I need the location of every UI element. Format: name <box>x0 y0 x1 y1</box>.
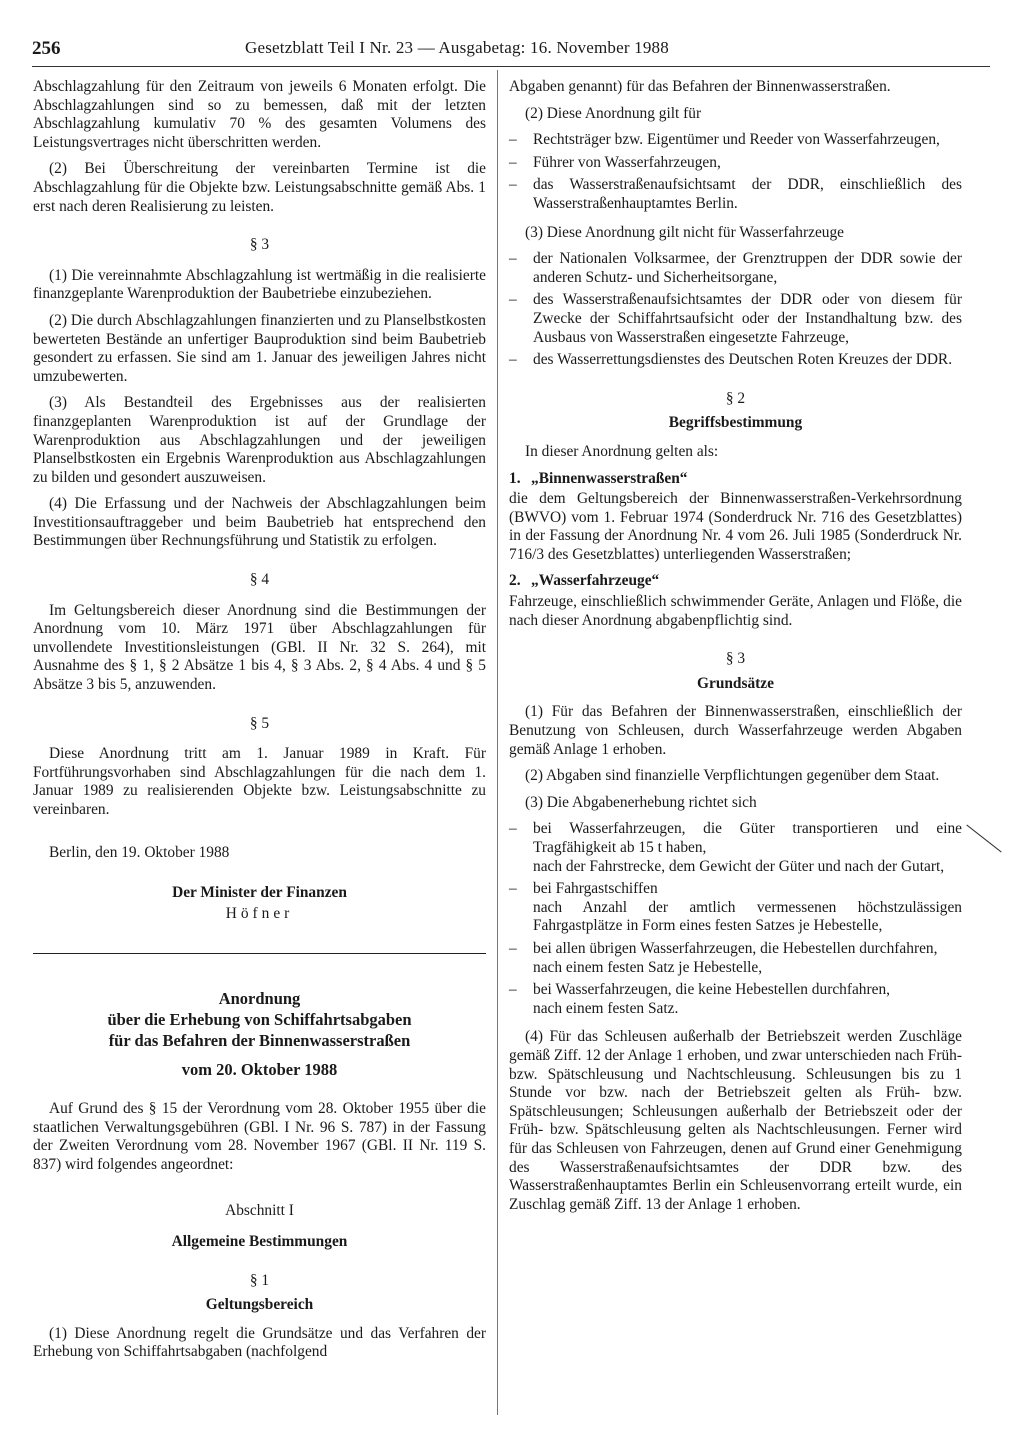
paragraph: (2) Die durch Abschlagzahlungen finanzierten und zu Planselbstkosten bewerteten Bestände an unfertiger Bauproduktion sind beim Baubetrieb gesondert zu erfassen. Sie sind am 1. Januar des jeweiligen Jahres nicht umzubewerten. <box>33 311 486 385</box>
section-mark: § 5 <box>249 714 270 732</box>
definition-term <box>509 470 962 489</box>
list-item <box>509 820 962 876</box>
paragraph: (4) Die Erfassung und der Nachweis der Abschlagzahlungen beim Investitionsauftraggeber und beim Baubetrieb hat entsprechend den Bestimmungen über Rechnungsführung und Statistik zu erfolgen. <box>33 495 486 550</box>
list-item: – Führer von Wasserfahrzeugen, <box>509 154 962 173</box>
list-item: – des Wasserstraßenaufsichtsamtes der DDR oder von diesem für Zwecke der Schiffahrtsaufsicht oder der Instandhaltung bzw. des Ausbaus von Wasserstraßen eingesetzte Fahrzeuge, <box>509 291 962 347</box>
list-item: – das Wasserstraßenaufsichtsamt der DDR, einschließlich des Wasserstraßenhauptamtes Berlin. <box>509 176 962 213</box>
dash-list <box>509 131 962 213</box>
list-item-main: – bei allen übrigen Wasserfahrzeugen, die Hebestellen durchfahren, <box>533 939 938 957</box>
list-item <box>509 940 962 977</box>
list-item: – Rechtsträger bzw. Eigentümer und Reeder von Wasserfahrzeugen, <box>509 131 962 150</box>
section-mark: § 2 <box>725 389 746 407</box>
preamble: Auf Grund des § 15 der Verordnung vom 28. Oktober 1955 über die staatlichen Verwaltungsgebühren (GBl. I Nr. 96 S. 787) in der Fassung der Zweiten Verordnung vom 28. November 1967 (GBl. II Nr. 119 S. 837) wird folgendes angeordnet: <box>33 1099 486 1173</box>
paragraph: (2) Abgaben sind finanzielle Verpflichtungen gegenüber dem Staat. <box>525 767 940 785</box>
section-mark: § 1 <box>249 1271 270 1289</box>
signer-title: Der Minister der Finanzen <box>172 884 347 902</box>
column-divider <box>497 70 498 1415</box>
definition-term-text: „Wasserfahrzeuge“ <box>531 572 660 590</box>
paragraph: (1) Für das Befahren der Binnenwasserstraßen, einschließlich der Benutzung von Schleusen, durch Wasserfahrzeuge werden Abgaben gemäß Anlage 1 erhoben. <box>509 703 962 758</box>
definition-number: 1. <box>509 469 521 487</box>
stray-pen-mark <box>966 825 1001 853</box>
list-intro: (3) Die Abgabenerhebung richtet sich <box>525 793 757 811</box>
document-date: vom 20. Oktober 1988 <box>181 1060 338 1080</box>
document-divider <box>33 953 486 954</box>
list-item-main: – bei Wasserfahrzeugen, die keine Hebestellen durchfahren, <box>533 981 890 999</box>
dash-list <box>509 820 962 1018</box>
section-mark: § 3 <box>725 650 746 668</box>
definition-term <box>509 572 962 591</box>
signer-name: Höfner <box>225 904 294 922</box>
paragraph: (3) Als Bestandteil des Ergebnisses aus der realisierten finanzgeplanten Warenproduktion ist auf der Grundlage der Warenproduktion aus Abschlagzahlungen und der jeweiligen Planselbstkosten ein Ergebnis Warenproduktion aus Abschlagzahlungen zu bilden und gesondert auszuweisen. <box>33 394 486 486</box>
definition-term-text: „Binnenwasserstraßen“ <box>531 469 688 487</box>
paragraph: (1) Diese Anordnung regelt die Grundsätze und das Verfahren der Erhebung von Schiffahrtsabgaben (nachfolgend <box>33 1324 486 1361</box>
list-item-sub: nach der Fahrstrecke, dem Gewicht der Güter und nach der Gutart, <box>533 857 945 875</box>
list-item-main: – bei Wasserfahrzeugen, die Güter transportieren und eine Tragfähigkeit ab 15 t haben, <box>533 820 962 856</box>
paragraph: (4) Für das Schleusen außerhalb der Betriebszeit werden Zuschläge gemäß Ziff. 12 der Anlage 1 erhoben, und zwar unterschieden nach Früh- bzw. Spätschleusung und Nachtschleusung. Schleusungen bis zu 1 Stunde vor bzw. nach der Betriebszeit gelten als Früh- bzw. Spätschleusungen; Schleusungen außerhalb der Betriebszeit oder der Früh- bzw. Spätschleusung gelten als Nachtschleusungen. Ferner wird für das Schleusen von Fahrzeugen, denen auf Grund einer Genehmigung des Wasserstraßenaufsichtsamtes der DDR bzw. des Wasserstraßenhauptamtes Berlin ein Schleusenvorrang erteilt wurde, ein Zuschlag gemäß Ziff. 13 der Anlage 1 erhoben. <box>509 1028 962 1213</box>
chapter-heading: Allgemeine Bestimmungen <box>171 1232 348 1250</box>
paragraph: Abgaben genannt) für das Befahren der Binnenwasserstraßen. <box>509 78 891 95</box>
definition-text: Fahrzeuge, einschließlich schwimmender Geräte, Anlagen und Flöße, die nach dieser Anordnung abgabenpflichtig sind. <box>509 593 962 629</box>
paragraph: Abschlagzahlung für den Zeitraum von jeweils 6 Monaten erfolgt. Die Abschlagzahlungen sind so zu bemessen, daß mit der letzten Abschlagzahlung kumulativ 70 % des gesamten Volumens des Leistungsvertrages nicht überschritten werden. <box>33 78 486 151</box>
paragraph: (1) Die vereinnahmte Abschlagzahlung ist wertmäßig in die realisierte finanzgeplante Warenproduktion der Baubetriebe einzubeziehen. <box>33 266 486 303</box>
list-item: – des Wasserrettungsdienstes des Deutschen Roten Kreuzes der DDR. <box>509 351 962 370</box>
document-title-line: über die Erhebung von Schiffahrtsabgaben <box>107 1010 412 1030</box>
list-item-sub: nach einem festen Satz. <box>533 999 679 1017</box>
list-item-sub: nach einem festen Satz je Hebestelle, <box>533 958 763 976</box>
place-date: Berlin, den 19. Oktober 1988 <box>49 843 230 861</box>
section-heading: Grundsätze <box>697 674 774 692</box>
paragraph: In dieser Anordnung gelten als: <box>525 442 719 460</box>
list-item <box>509 981 962 1018</box>
chapter-mark: Abschnitt I <box>225 1202 294 1220</box>
definition-number: 2. <box>509 572 521 590</box>
list-intro: (2) Diese Anordnung gilt für <box>525 104 702 122</box>
section-mark: § 3 <box>249 236 270 254</box>
list-intro: (3) Diese Anordnung gilt nicht für Wasserfahrzeuge <box>525 223 845 241</box>
header-rule <box>32 66 990 67</box>
paragraph: Diese Anordnung tritt am 1. Januar 1989 in Kraft. Für Fortführungsvorhaben sind Abschlagzahlungen für die nach dem 1. Januar 1989 zu realisierenden Objekte bzw. Leistungsabschnitte zu vereinbaren. <box>33 745 486 818</box>
running-header: Gesetzblatt Teil I Nr. 23 — Ausgabetag: 16. November 1988 <box>245 38 669 57</box>
section-heading: Begriffsbestimmung <box>668 414 803 432</box>
list-item-main: – bei Fahrgastschiffen <box>533 880 658 898</box>
list-item-sub: nach Anzahl der amtlich vermessenen höchstzulässigen Fahrgastplätze in Form eines festen Satzes je Hebestelle, <box>533 898 962 935</box>
document-title-line: für das Befahren der Binnenwasserstraßen <box>108 1031 411 1051</box>
definition-text: die dem Geltungsbereich der Binnenwasserstraßen-Verkehrsordnung (BWVO) vom 1. Februar 1974 (Sonderdruck Nr. 716 des Gesetzblattes) in der Fassung der Anordnung Nr. 4 vom 26. Juli 1985 (Sonderdruck Nr. 716/3 des Gesetzblattes) unterliegenden Wasserstraßen; <box>509 490 962 563</box>
right-column <box>509 78 962 1222</box>
dash-list <box>509 250 962 370</box>
section-heading: Geltungsbereich <box>205 1296 314 1314</box>
document-title <box>33 988 486 1051</box>
list-item: – der Nationalen Volksarmee, der Grenztruppen der DDR sowie der anderen Schutz- und Sicherheitsorgane, <box>509 250 962 287</box>
paragraph: Im Geltungsbereich dieser Anordnung sind die Bestimmungen der Anordnung vom 10. März 1971 über Abschlagzahlungen für unvollendete Investitionsleistungen (GBl. II Nr. 32 S. 264), mit Ausnahme des § 1, § 2 Absätze 1 bis 4, § 3 Abs. 2, § 4 Abs. 4 und § 5 Absätze 3 bis 5, anzuwenden. <box>33 601 486 694</box>
left-column <box>33 78 486 1370</box>
document-title-line: Anordnung <box>218 989 301 1009</box>
list-item <box>509 880 962 936</box>
section-mark: § 4 <box>249 571 270 589</box>
page-number: 256 <box>32 38 61 59</box>
paragraph: (2) Bei Überschreitung der vereinbarten Termine ist die Abschlagzahlung für die Objekte bzw. Leistungsabschnitte gemäß Abs. 1 erst nach deren Realisierung zu leisten. <box>33 160 486 215</box>
